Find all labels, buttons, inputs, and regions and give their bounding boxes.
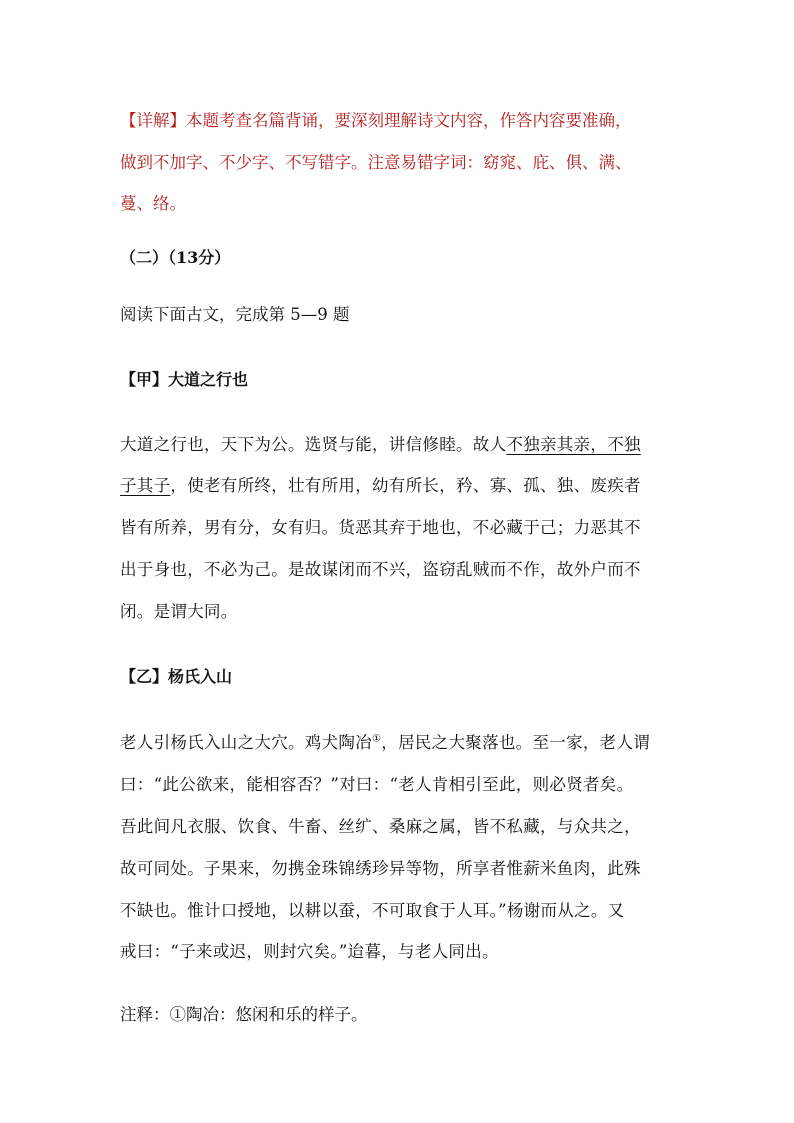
detail-line-3: 蔓、络。 xyxy=(120,194,186,213)
passage-b-line-2: 曰：“此公欲来，能相容否？”对曰：“老人肯相引至此，则必贤者矣。 xyxy=(120,775,634,794)
passage-b-line-3: 吾此间凡衣服、饮食、牛畜、丝纩、桑麻之属，皆不私藏，与众共之， xyxy=(120,817,641,836)
passage-a-line-2: 子其子，使老有所终，壮有所用，幼有所长，矜、寡、孤、独、废疾者 xyxy=(120,476,641,495)
footnote: 注释：①陶冶：悠闲和乐的样子。 xyxy=(120,1005,368,1024)
passage-a-line-1: 大道之行也，天下为公。选贤与能，讲信修睦。故人不独亲其亲，不独 xyxy=(120,435,641,454)
passage-b-line-5: 不缺也。惟计口授地，以耕以蚕，不可取食于人耳。”杨谢而从之。又 xyxy=(120,901,625,920)
passage-b-line-1: 老人引杨氏入山之大穴。鸡犬陶冶①，居民之大聚落也。至一家，老人谓 xyxy=(120,733,651,752)
passage-b-line-6: 戒曰：“子来或迟，则封穴矣。”迨暮，与老人同出。 xyxy=(120,942,499,961)
section-heading: （二）（13分） xyxy=(120,248,231,267)
footnote-marker: ① xyxy=(372,733,382,745)
passage-b-title: 【乙】杨氏入山 xyxy=(120,667,233,686)
passage-a-title: 【甲】大道之行也 xyxy=(120,370,249,389)
detail-line-2: 做到不加字、不少字、不写错字。注意易错字词：窈窕、庇、俱、满、 xyxy=(120,153,632,172)
passage-a-line-3: 皆有所养，男有分，女有归。货恶其弃于地也，不必藏于己；力恶其不 xyxy=(120,518,641,537)
instruction: 阅读下面古文，完成第 5—9 题 xyxy=(120,305,350,324)
passage-a-line-5: 闭。是谓大同。 xyxy=(120,602,238,621)
passage-b-line-4: 故可同处。子果来，勿携金珠锦绣珍异等物，所享者惟薪米鱼肉，此殊 xyxy=(120,859,641,878)
underlined-phrase: 子其子 xyxy=(120,476,171,495)
detail-line-1: 【详解】本题考查名篇背诵，要深刻理解诗文内容，作答内容要准确， xyxy=(120,111,632,130)
underlined-phrase: 不独亲其亲，不独 xyxy=(506,435,641,454)
detail-label: 【详解】 xyxy=(120,111,186,130)
passage-a-line-4: 出于身也，不必为己。是故谋闭而不兴，盗窃乱贼而不作，故外户而不 xyxy=(120,560,641,579)
